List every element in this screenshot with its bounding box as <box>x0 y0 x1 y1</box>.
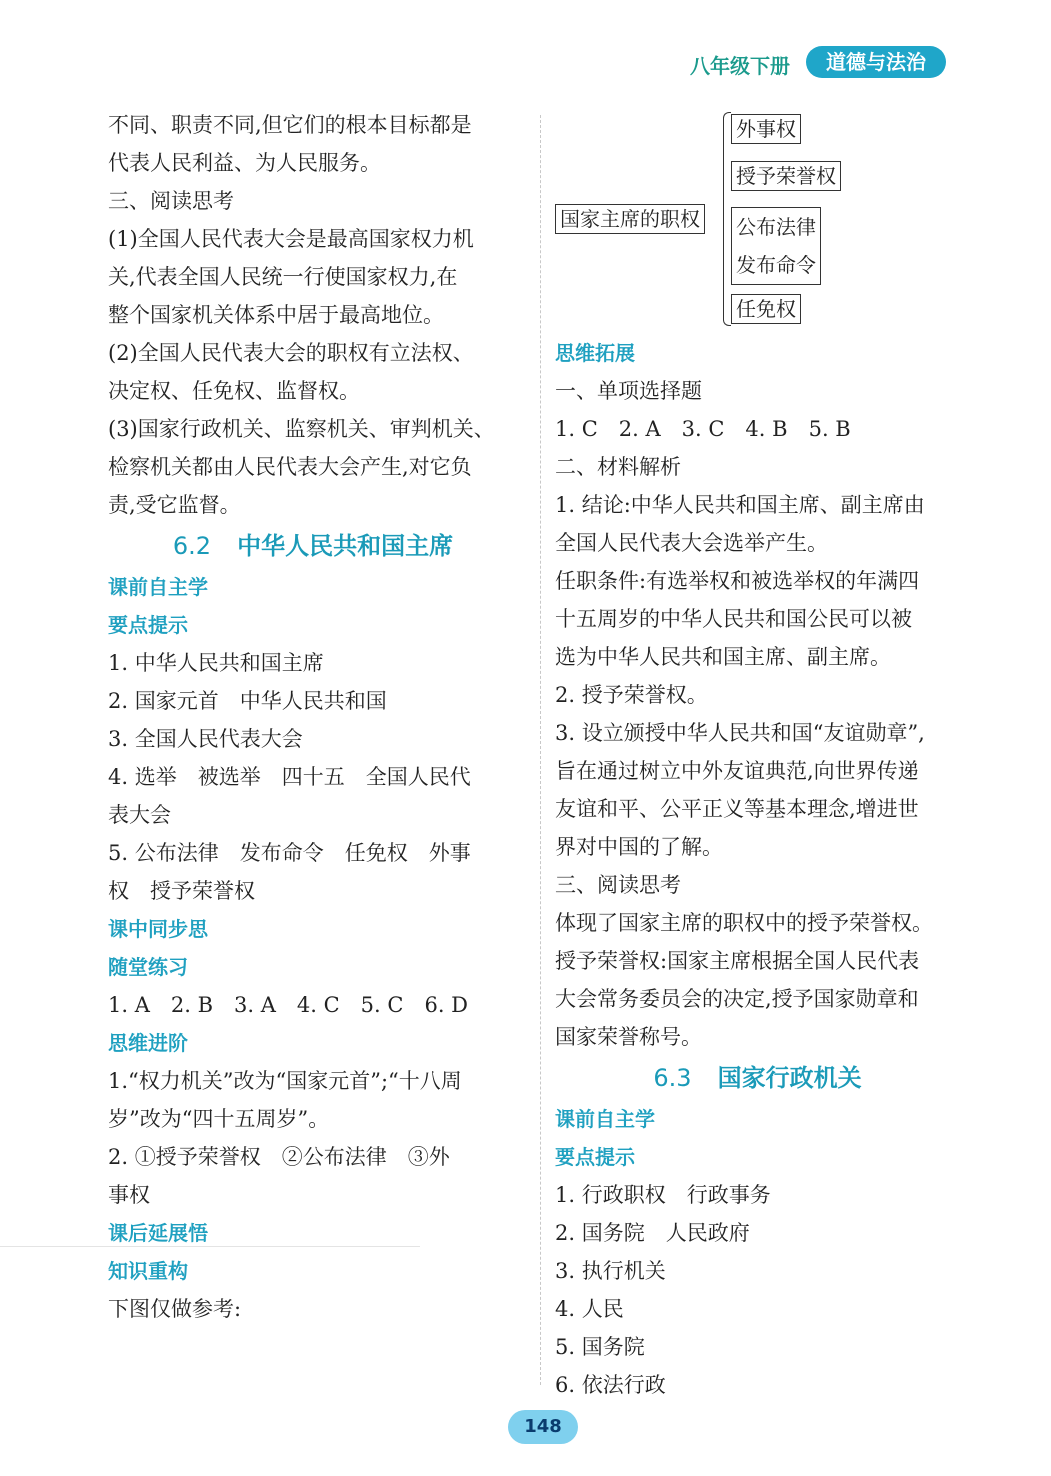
text-line: 3. 执行机关 <box>555 1259 666 1283</box>
text-line: 任职条件:有选举权和被选举权的年满四 <box>555 569 920 593</box>
text-line: 检察机关都由人民代表大会产生,对它负 <box>108 455 472 479</box>
text-line: 5. 公布法律 发布命令 任免权 外事 <box>108 841 471 865</box>
diagram-item-laws: 公布法律 <box>736 215 816 239</box>
subsection-heading: 知识重构 <box>108 1259 188 1283</box>
section-title <box>108 524 518 568</box>
text-line: 2. 国务院 人民政府 <box>555 1221 750 1245</box>
text-line: 界对中国的了解。 <box>555 835 723 859</box>
text-line: 4. 选举 被选举 四十五 全国人民代 <box>108 765 471 789</box>
text-line: 1. 行政职权 行政事务 <box>555 1183 771 1207</box>
text-line: 1. A 2. B 3. A 4. C 5. C 6. D <box>108 993 469 1017</box>
text-line: 友谊和平、公平正义等基本理念,增进世 <box>555 797 919 821</box>
text-line: 大会常务委员会的决定,授予国家勋章和 <box>555 987 919 1011</box>
text-line: 授予荣誉权:国家主席根据全国人民代表 <box>555 949 920 973</box>
diagram-bracket <box>723 112 731 326</box>
text-line: 2. 授予荣誉权。 <box>555 683 708 707</box>
subsection-heading: 随堂练习 <box>108 955 188 979</box>
text-line: 十五周岁的中华人民共和国公民可以被 <box>555 607 912 631</box>
text-line: 3. 设立颁授中华人民共和国“友谊勋章”, <box>555 721 925 745</box>
section-title <box>555 1056 960 1100</box>
text-line: 一、单项选择题 <box>555 379 702 403</box>
subsection-heading: 课后延展悟 <box>108 1221 208 1245</box>
subsection-heading: 思维进阶 <box>108 1031 188 1055</box>
text-line: 表大会 <box>108 803 171 827</box>
left-column <box>108 106 518 1328</box>
text-line: 2. 国家元首 中华人民共和国 <box>108 689 387 713</box>
page-number: 148 <box>508 1410 578 1444</box>
text-line: 权 授予荣誉权 <box>108 879 255 903</box>
text-line: 二、材料解析 <box>555 455 681 479</box>
text-line: 1. C 2. A 3. C 4. B 5. B <box>555 417 851 441</box>
text-line: 不同、职责不同,但它们的根本目标都是 <box>108 113 472 137</box>
text-line: 1. 结论:中华人民共和国主席、副主席由 <box>555 493 925 517</box>
text-line: 下图仅做参考: <box>108 1297 242 1321</box>
header-subject-badge: 道德与法治 <box>806 46 946 78</box>
diagram-item-orders: 发布命令 <box>736 253 816 277</box>
right-column <box>555 106 960 1404</box>
subsection-heading: 课前自主学 <box>555 1107 655 1131</box>
diagram-root: 国家主席的职权 <box>555 204 705 234</box>
text-line: 旨在通过树立中外友谊典范,向世界传递 <box>555 759 919 783</box>
section-title-text: 中华人民共和国主席 <box>237 532 454 560</box>
diagram-item-laws-orders <box>731 207 821 285</box>
text-line: 1. 中华人民共和国主席 <box>108 651 324 675</box>
section-number: 6.3 <box>653 1064 692 1092</box>
text-line: 2. ①授予荣誉权 ②公布法律 ③外 <box>108 1145 450 1169</box>
section-number: 6.2 <box>172 532 212 560</box>
duty-diagram <box>555 106 960 334</box>
text-line: 岁”改为“四十五周岁”。 <box>108 1107 330 1131</box>
diagram-item-appointment: 任免权 <box>731 294 801 324</box>
subsection-heading: 要点提示 <box>108 613 188 637</box>
text-line: 3. 全国人民代表大会 <box>108 727 303 751</box>
text-line: 代表人民利益、为人民服务。 <box>108 151 381 175</box>
text-line: 三、阅读思考 <box>555 873 681 897</box>
text-line: (1)全国人民代表大会是最高国家权力机 <box>108 227 474 251</box>
text-line: 整个国家机关体系中居于最高地位。 <box>108 303 444 327</box>
text-line: 决定权、任免权、监督权。 <box>108 379 360 403</box>
subsection-heading: 要点提示 <box>555 1145 635 1169</box>
subsection-heading: 课前自主学 <box>108 575 208 599</box>
right-column-text <box>555 334 960 1404</box>
text-line: 关,代表全国人民统一行使国家权力,在 <box>108 265 458 289</box>
section-title-text: 国家行政机关 <box>717 1064 862 1092</box>
text-line: 责,受它监督。 <box>108 493 241 517</box>
subsection-heading: 课中同步思 <box>108 917 208 941</box>
text-line: 事权 <box>108 1183 150 1207</box>
subsection-heading: 思维拓展 <box>555 341 635 365</box>
text-line: (2)全国人民代表大会的职权有立法权、 <box>108 341 474 365</box>
header-grade: 八年级下册 <box>690 54 790 78</box>
column-divider <box>540 115 541 1385</box>
text-line: 体现了国家主席的职权中的授予荣誉权。 <box>555 911 933 935</box>
text-line: 4. 人民 <box>555 1297 624 1321</box>
text-line: 选为中华人民共和国主席、副主席。 <box>555 645 891 669</box>
text-line: 三、阅读思考 <box>108 189 234 213</box>
text-line: 1.“权力机关”改为“国家元首”;“十八周 <box>108 1069 462 1093</box>
text-line: 6. 依法行政 <box>555 1373 666 1397</box>
diagram-item-honor: 授予荣誉权 <box>731 161 841 191</box>
text-line: 全国人民代表大会选举产生。 <box>555 531 828 555</box>
text-line: 国家荣誉称号。 <box>555 1025 702 1049</box>
text-line: (3)国家行政机关、监察机关、审判机关、 <box>108 417 495 441</box>
text-line: 5. 国务院 <box>555 1335 645 1359</box>
diagram-item-foreign-affairs: 外事权 <box>731 114 801 144</box>
